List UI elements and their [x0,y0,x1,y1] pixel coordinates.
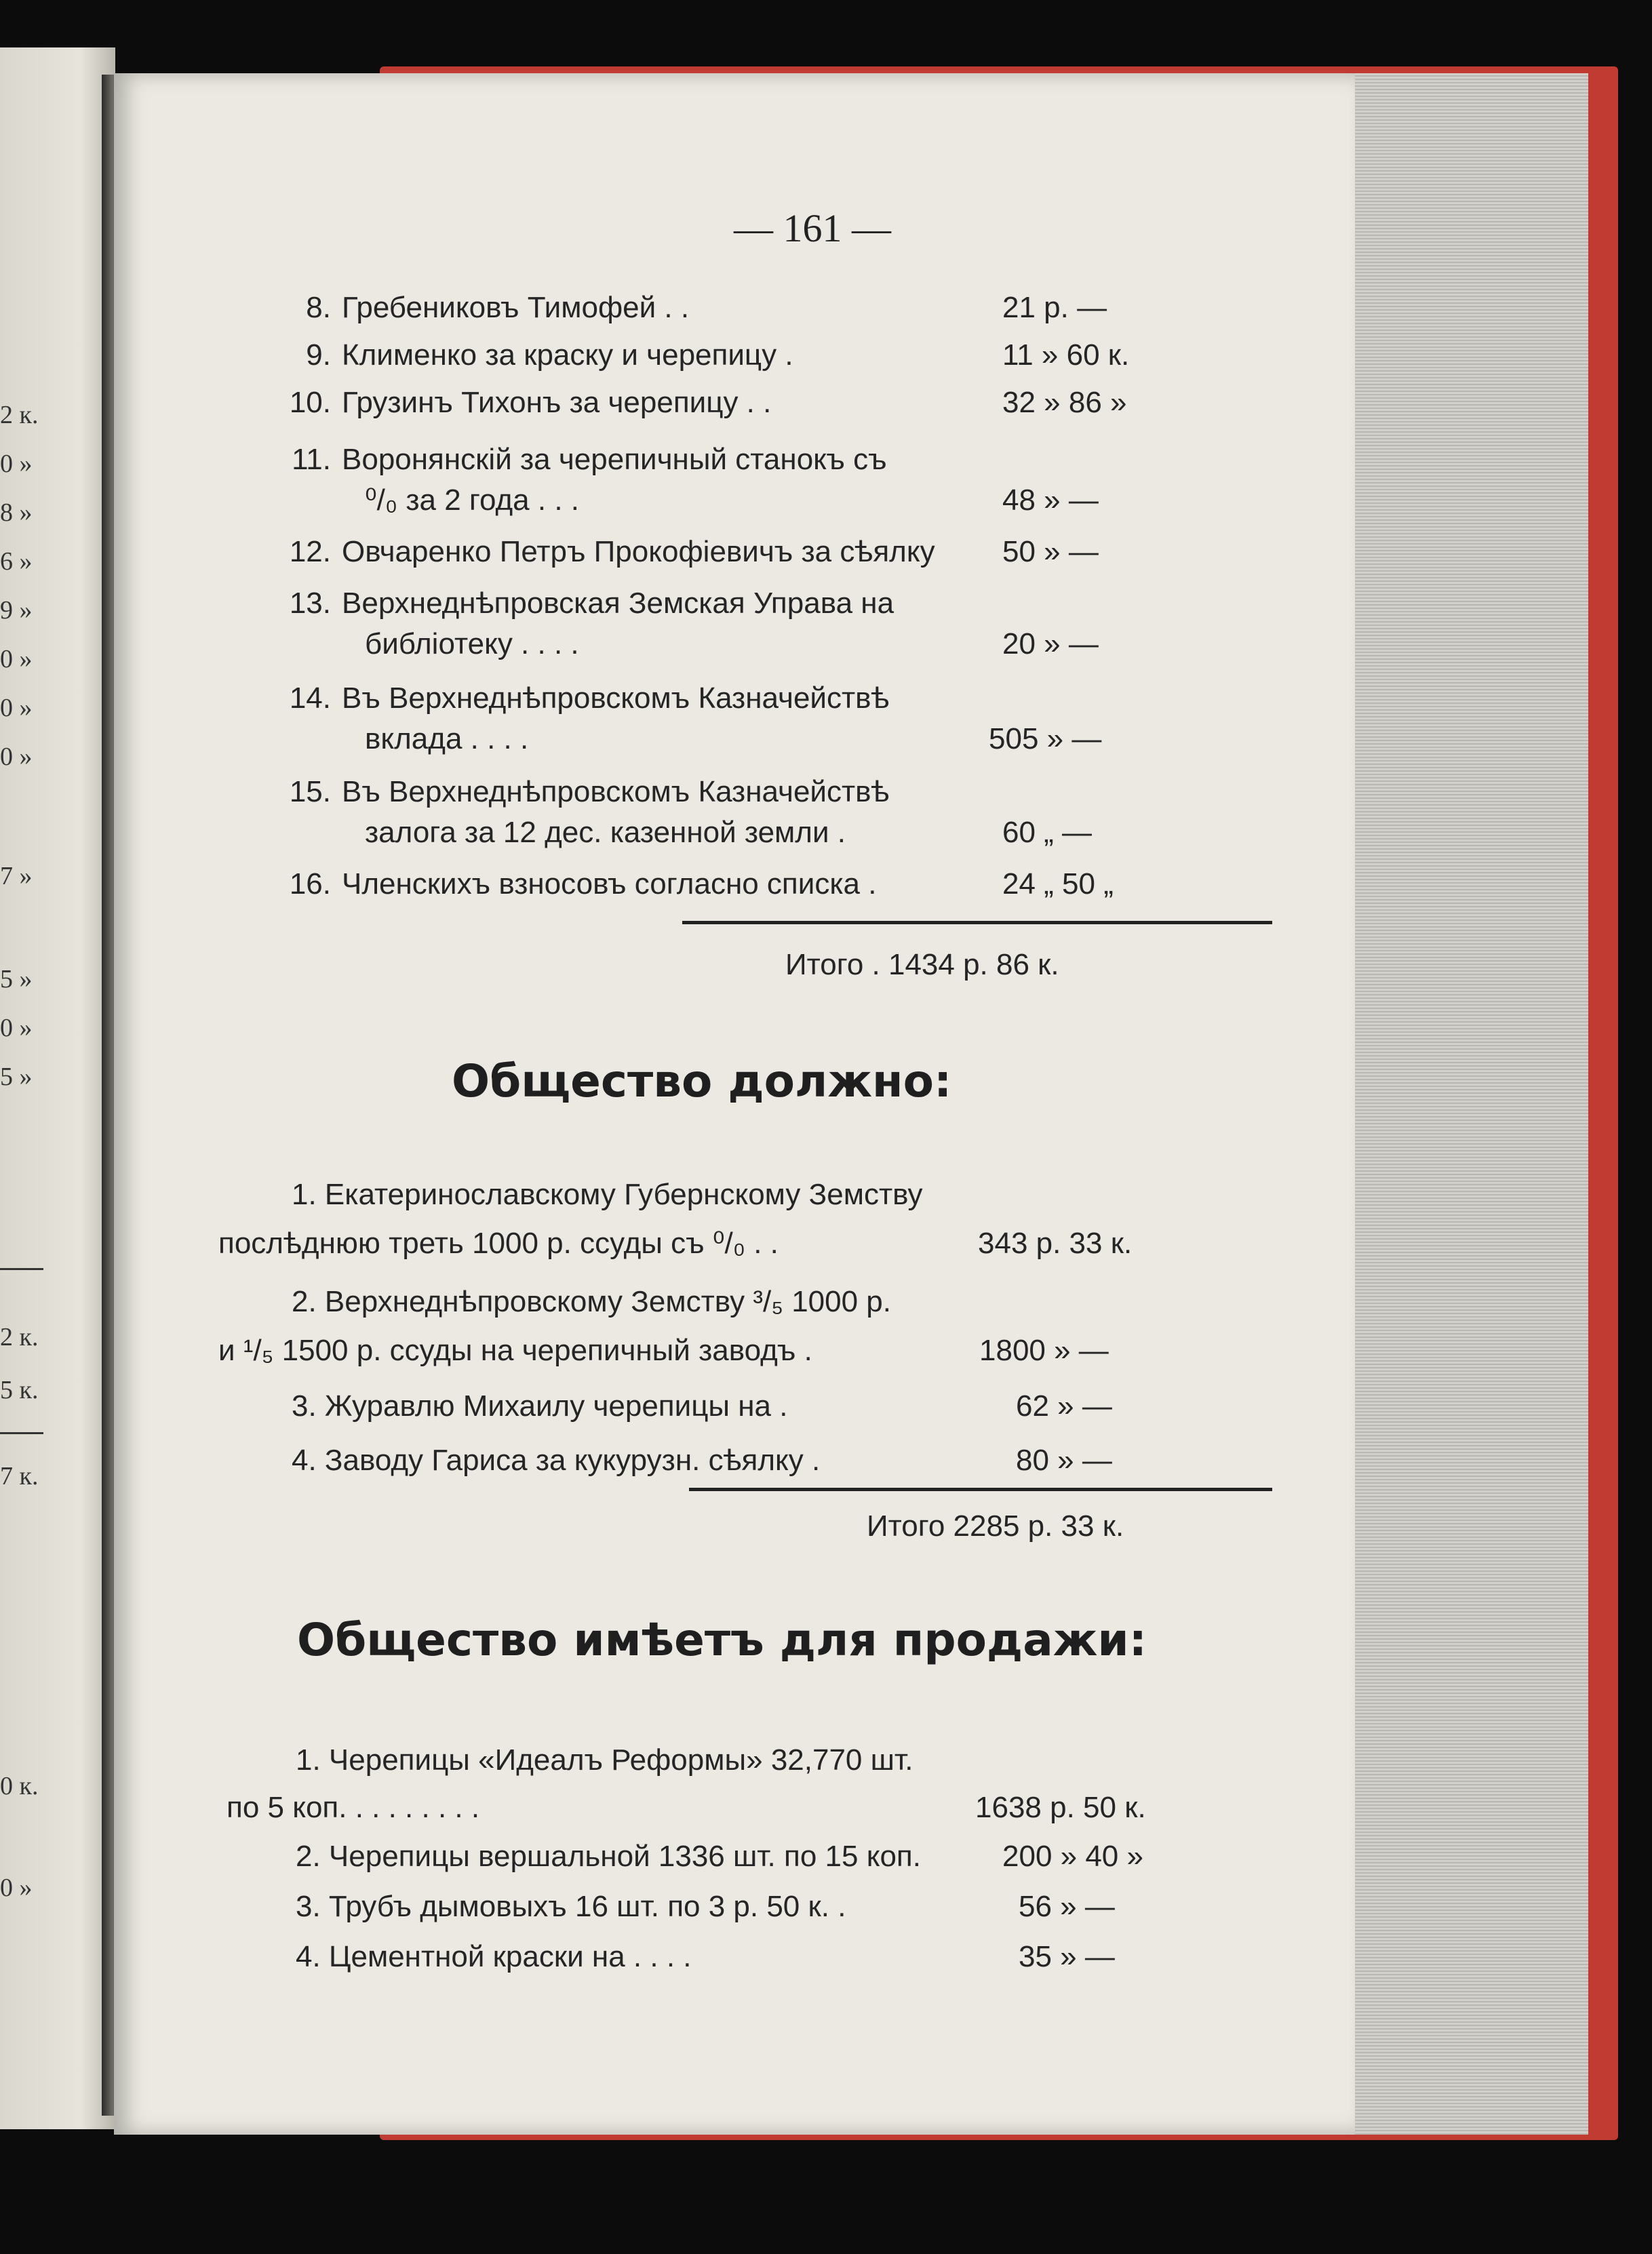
list-item [114,678,1199,719]
list-item [114,532,1199,572]
left-fragment: 0 » [0,1014,33,1042]
debts-total: Итого 2285 р. 33 к. [867,1509,1124,1543]
item-amount: 50 » — [1002,535,1099,568]
item-amount: 20 » — [1002,627,1099,660]
left-page [0,47,115,2129]
item-text: 4. Цементной краски на . . . . [296,1940,692,1973]
item-text: 4. Заводу Гариса за кукурузн. сѣялку . [292,1444,821,1477]
left-fragment: 0 » [0,743,33,771]
left-fragment: 5 » [0,1063,33,1091]
item-text: библiотеку . . . . [365,627,579,660]
left-rule [0,1432,43,1434]
item-number: 16. [289,867,331,901]
list-item [114,1740,1267,1781]
list-item [114,1440,1267,1481]
item-amount: 505 » — [989,722,1102,755]
item-number: 14. [289,681,331,715]
item-text: ⁰/₀ за 2 года . . . [365,483,579,517]
left-fragment: 0 к. [0,1772,39,1800]
left-fragment: 7 » [0,862,33,890]
item-number: 10. [289,386,331,419]
list-item [114,864,1199,905]
item-number: 11. [292,443,331,476]
item-text: 1. Екатеринославскому Губернскому Земству [292,1178,923,1211]
left-fragment: 0 » [0,694,33,722]
item-amount: 1800 » — [979,1334,1109,1367]
item-text: вклада . . . . [365,722,529,755]
list-item [114,1386,1267,1427]
left-fragment: 2 к. [0,1323,39,1351]
item-text: Клименко за краску и черепицу . [342,338,793,372]
item-text: Гребениковъ Тимофей . . [342,291,690,324]
list-item [114,1836,1267,1877]
list-item [114,382,1199,423]
left-fragment: 5 » [0,965,33,993]
item-number: 13. [289,587,331,620]
item-amount: 48 » — [1002,483,1099,517]
list-item-continuation [114,719,1199,759]
item-text: Въ Верхнеднѣпровскомъ Казначействѣ [342,775,890,808]
list-item [114,583,1199,624]
item-text: Верхнеднѣпровская Земская Управа на [342,587,894,620]
left-fragment: 6 » [0,547,33,576]
item-number: 9. [306,338,331,372]
page-block-edge [1316,73,1588,2135]
item-amount: 35 » — [1019,1940,1115,1973]
item-text: 3. Трубъ дымовыхъ 16 шт. по 3 р. 50 к. . [296,1890,846,1923]
item-text: и ¹/₅ 1500 р. ссуды на черепичный заводъ . [218,1334,812,1367]
income-total: Итого . 1434 р. 86 к. [785,948,1059,981]
left-rule [0,1268,43,1270]
list-item [114,1174,1267,1215]
page-number: — 161 — [734,206,891,250]
left-fragment: 5 к. [0,1376,39,1404]
sale-heading: Общество имѣетъ для продажи: [297,1614,1147,1666]
item-number: 12. [289,535,331,568]
item-amount: 1638 р. 50 к. [975,1791,1146,1824]
item-text: Въ Верхнеднѣпровскомъ Казначействѣ [342,681,890,715]
list-item [114,772,1199,812]
item-text: послѣднюю треть 1000 р. ссуды съ ⁰/₀ . . [218,1227,779,1260]
left-fragment: 8 » [0,498,33,527]
item-number: 8. [306,291,331,324]
list-item-continuation [114,624,1199,665]
list-item [114,1886,1267,1927]
list-item-continuation [114,1223,1267,1264]
list-item [114,1282,1267,1322]
left-fragment: 0 » [0,450,33,478]
income-total-rule [682,921,1272,924]
item-text: Членскихъ взносовъ согласно списка . [342,867,877,901]
item-text: залога за 12 дес. казенной земли . [365,816,846,849]
item-text: 2. Верхнеднѣпровскому Земству ³/₅ 1000 р. [292,1285,891,1318]
item-text: Воронянскiй за черепичный станокъ съ [342,443,887,476]
item-text: Овчаренко Петръ Прокофiевичъ за сѣялку [342,535,935,568]
item-text: 3. Журавлю Михаилу черепицы на . [292,1389,788,1423]
item-amount: 21 р. — [1002,291,1107,324]
item-text: 2. Черепицы вершальной 1336 шт. по 15 коп. [296,1840,921,1873]
item-text: Грузинъ Тихонъ за черепицу . . [342,386,772,419]
item-number: 15. [289,775,331,808]
left-fragment: 7 к. [0,1462,39,1490]
left-fragment: 0 » [0,1874,33,1902]
item-amount: 343 р. 33 к. [978,1227,1133,1260]
item-amount: 62 » — [1016,1389,1112,1423]
left-fragment: 0 » [0,645,33,673]
item-amount: 200 » 40 » [1002,1840,1143,1873]
right-page [114,73,1355,2135]
debts-total-rule [689,1488,1272,1491]
left-fragment: 2 к. [0,401,39,429]
item-text: по 5 коп. . . . . . . . . [227,1791,480,1824]
list-item-continuation [114,812,1199,853]
item-amount: 24 „ 50 „ [1002,867,1114,901]
list-item-continuation [114,1330,1267,1371]
list-item-continuation [114,1787,1267,1828]
list-item [114,335,1199,376]
item-amount: 32 » 86 » [1002,386,1127,419]
list-item [114,1937,1267,1977]
item-amount: 80 » — [1016,1444,1112,1477]
item-amount: 11 » 60 к. [1002,338,1130,372]
list-item-continuation [114,480,1199,521]
list-item [114,439,1199,480]
debts-heading: Общество должно: [452,1055,952,1107]
list-item [114,288,1199,328]
left-fragment: 9 » [0,596,33,625]
item-amount: 56 » — [1019,1890,1115,1923]
item-amount: 60 „ — [1002,816,1093,849]
item-text: 1. Черепицы «Идеалъ Реформы» 32,770 шт. [296,1743,913,1777]
